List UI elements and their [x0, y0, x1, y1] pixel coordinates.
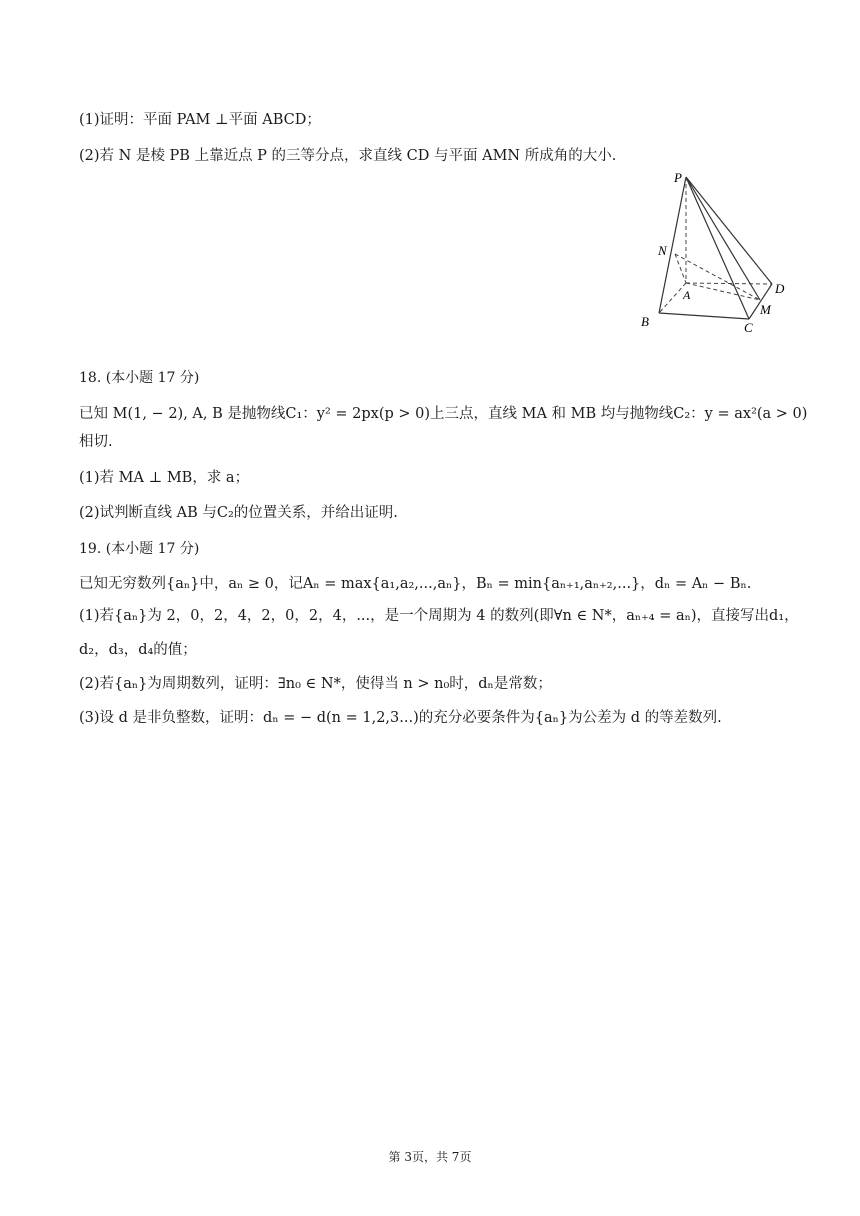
p18-part2: (2)试判断直线 AB 与C₂的位置关系，并给出证明.: [79, 505, 398, 521]
p19-part3: (3)设 d 是非负整数，证明：dₙ = − d(n = 1,2,3...)的充分必要条件为{aₙ}为公差为 d 的等差数列.: [79, 710, 722, 726]
edge-AB: [659, 283, 686, 313]
p18-part1: (1)若 MA ⊥ MB，求 a；: [79, 470, 250, 486]
edge-PC: [686, 177, 749, 319]
edge-PD: [686, 177, 772, 284]
p17-part1: (1)证明：平面 PAM ⊥平面 ABCD；: [79, 112, 321, 128]
p18-stem-line2: 相切.: [79, 434, 113, 450]
label-N: N: [658, 243, 667, 258]
p19-part1-line2: d₂，d₃，d₄的值；: [79, 642, 197, 658]
label-C: C: [744, 320, 753, 335]
p18-header: 18. (本小题 17 分): [79, 370, 200, 386]
page-footer: 第 3页，共 7页: [388, 1150, 472, 1164]
pyramid-diagram: [636, 166, 796, 338]
edge-AM: [686, 283, 760, 300]
p19-part2: (2)若{aₙ}为周期数列，证明：∃n₀ ∈ N*，使得当 n > n₀时，dₙ是常数；: [79, 676, 552, 692]
label-P: P: [674, 170, 682, 185]
p19-part1-line1: (1)若{aₙ}为 2，0，2，4，2，0，2，4，...，是一个周期为 4 的数列(即∀n ∈ N*，aₙ₊₄ = aₙ)，直接写出d₁，: [79, 608, 799, 624]
edge-NA: [675, 254, 686, 283]
label-D: D: [775, 281, 785, 296]
label-M: M: [760, 302, 771, 317]
label-B: B: [641, 314, 649, 329]
pyramid-figure: [636, 166, 796, 338]
p19-stem: 已知无穷数列{aₙ}中，aₙ ≥ 0，记Aₙ = max{a₁,a₂,...,aₙ}，Bₙ = min{aₙ₊₁,aₙ₊₂,...}，dₙ = Aₙ − Bₙ.: [79, 576, 752, 592]
p17-part2: (2)若 N 是棱 PB 上靠近点 P 的三等分点，求直线 CD 与平面 AMN 所成角的大小.: [79, 148, 617, 164]
label-A: A: [683, 288, 691, 302]
p19-header: 19. (本小题 17 分): [79, 541, 200, 557]
edge-PM: [686, 177, 760, 300]
p18-stem-line1: 已知 M(1, − 2), A, B 是抛物线C₁：y² = 2px(p > 0)上三点，直线 MA 和 MB 均与抛物线C₂：y = ax²(a > 0): [79, 406, 808, 422]
edge-AD: [686, 283, 772, 284]
edge-BC: [659, 313, 749, 319]
